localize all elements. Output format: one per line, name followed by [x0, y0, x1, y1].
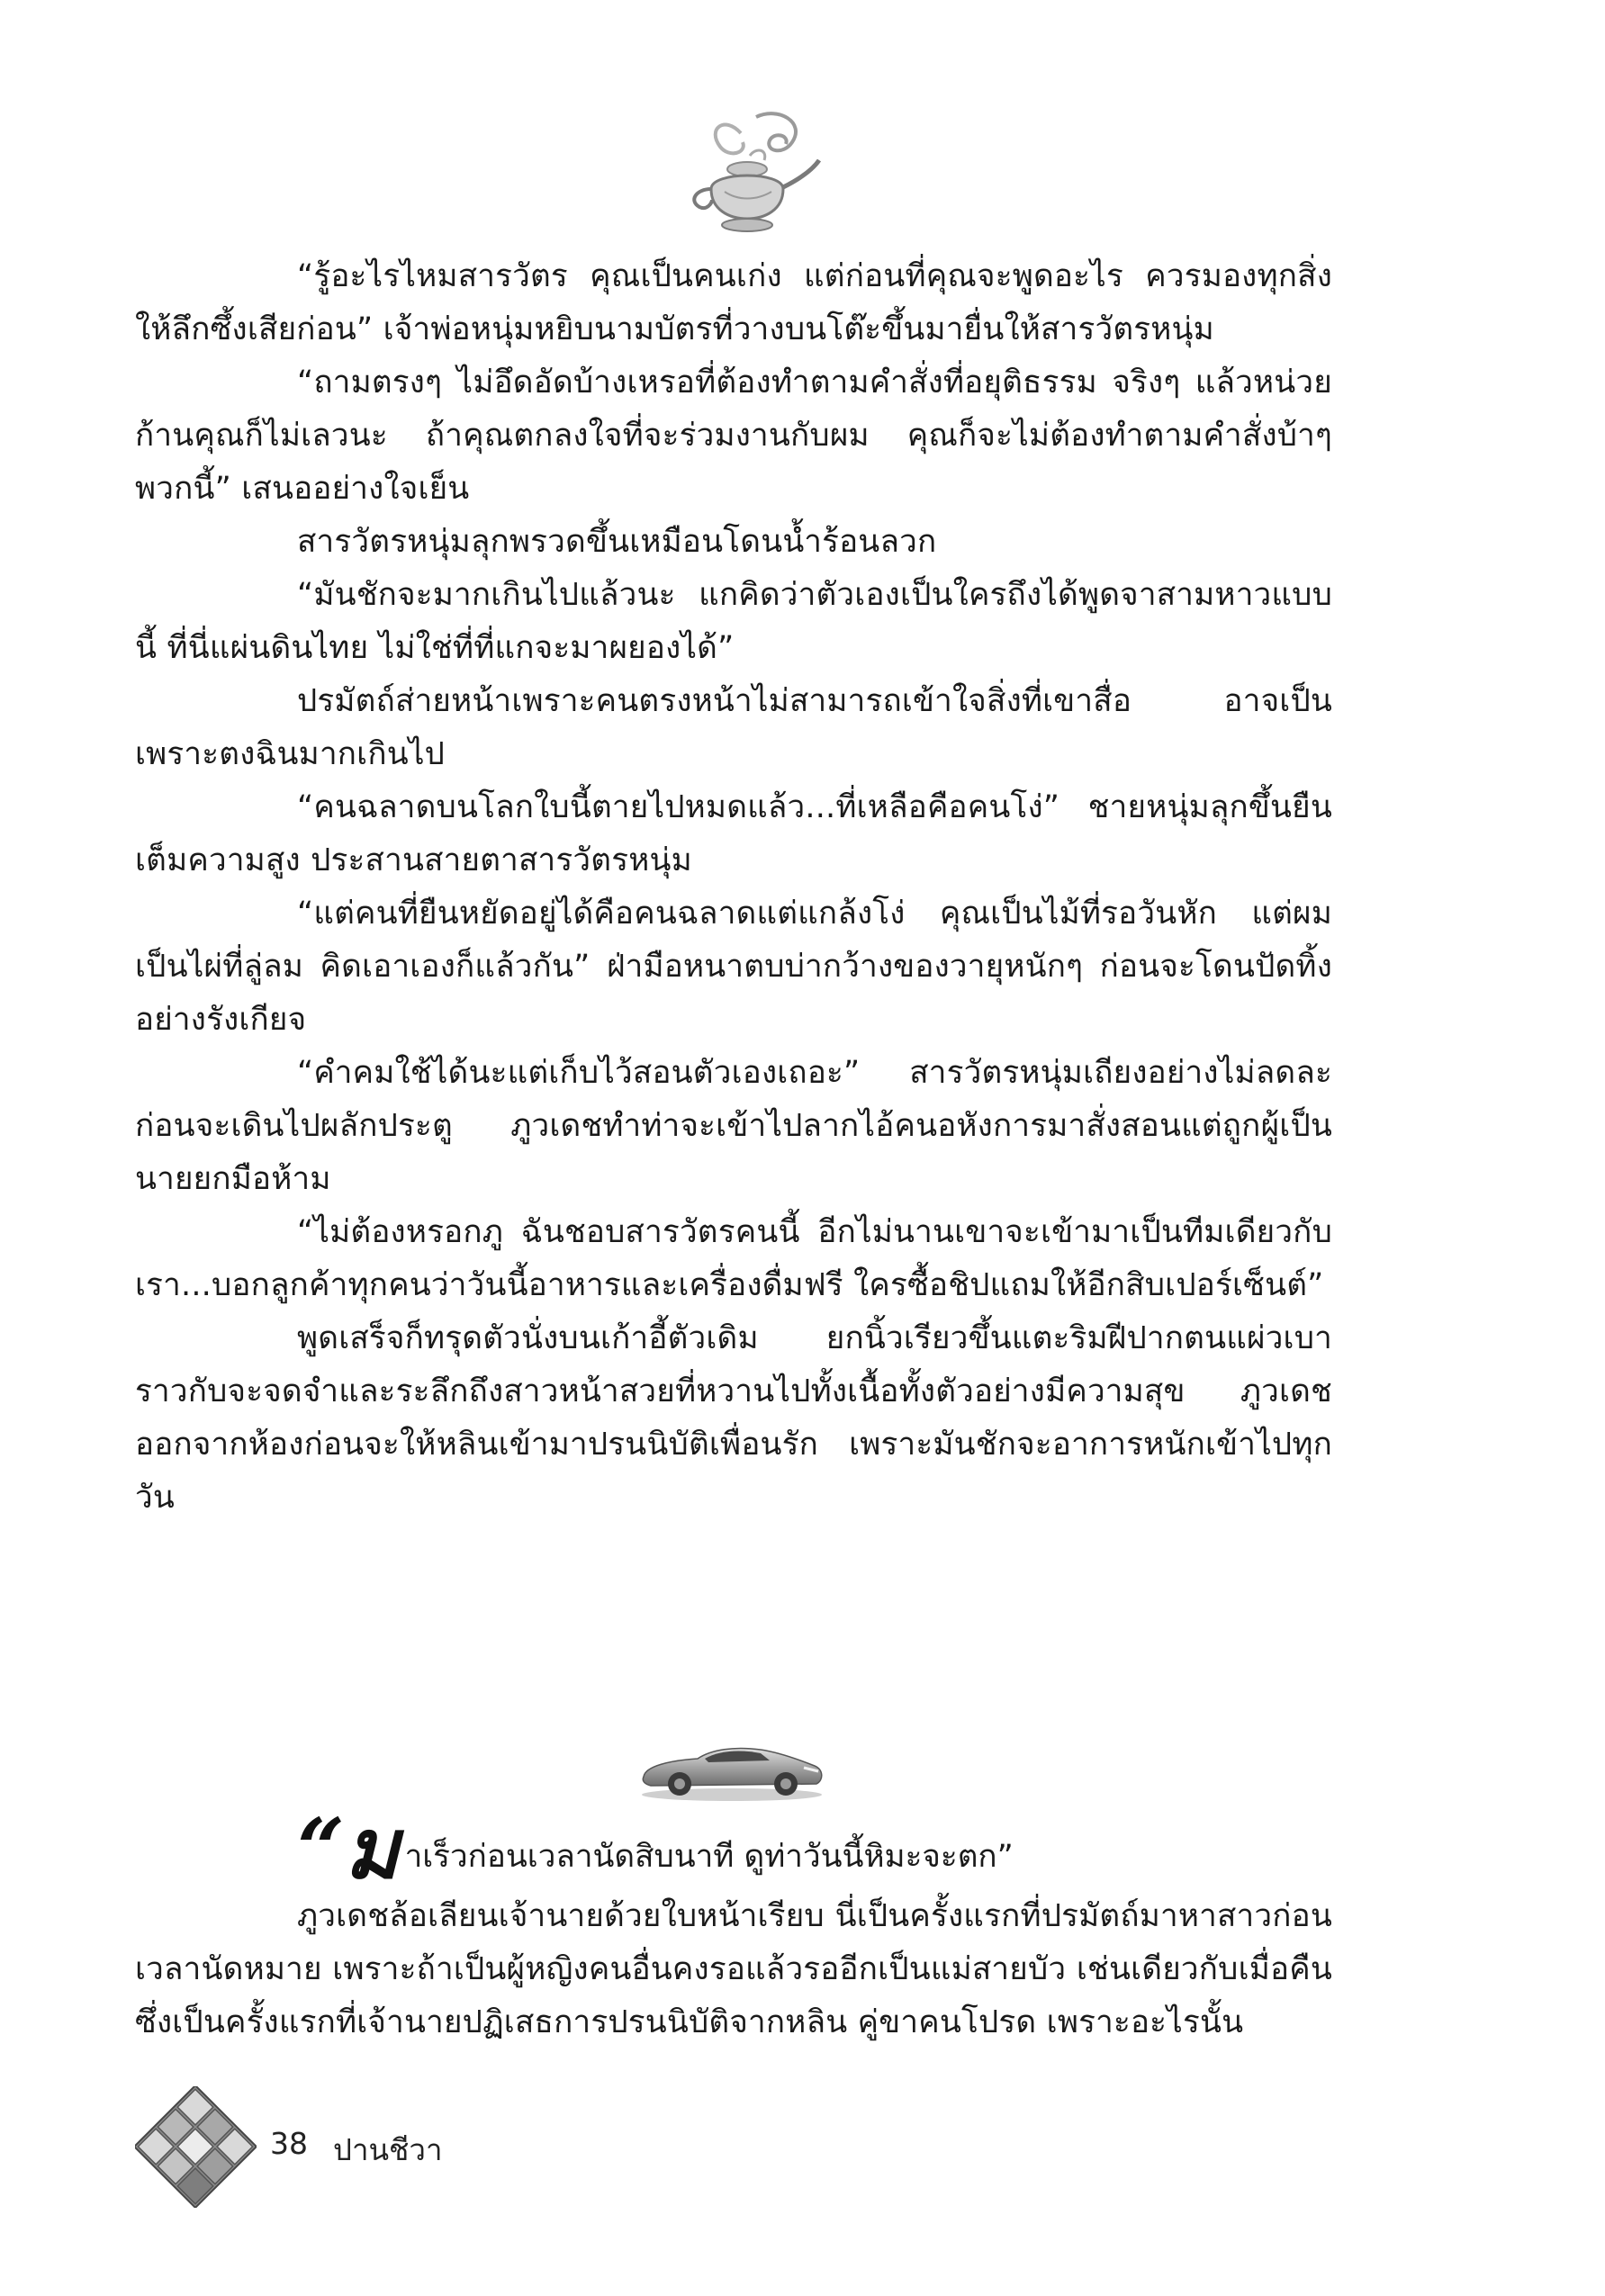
- paragraph: ภูวเดชล้อเลียนเจ้านายด้วยใบหน้าเรียบ นี่เป็นครั้งแรกที่ปรมัตถ์มาหาสาวก่อนเวลานัดหมาย เพราะถ้าเป็นผู้หญิงคนอื่นคงรอแล้วรออีกเป็นแม่สายบัว เช่นเดียวกับเมื่อคืนซึ่งเป็นครั้งแรกที่เจ้านายปฏิเสธการปรนนิบัติจากหลิน คู่ขาคนโปรด เพราะอะไรนั้น: [135, 1898, 1332, 2040]
- car-divider-icon: [635, 1730, 828, 1804]
- paragraph: ปรมัตถ์ส่ายหน้าเพราะคนตรงหน้าไม่สามารถเข้าใจสิ่งที่เขาสื่อ อาจเป็นเพราะตงฉินมากเกินไป: [135, 683, 1332, 772]
- main-text-block: [135, 250, 1332, 1525]
- paragraph: “แต่คนที่ยืนหยัดอยู่ได้คือคนฉลาดแต่แกล้งโง่ คุณเป็นไม้ที่รอวันหัก แต่ผมเป็นไผ่ที่ลู่ลม คิดเอาเองก็แล้วกัน” ฝ่ามือหนาตบบ่ากว้างของวายุหนักๆ ก่อนจะโดนปัดทิ้งอย่างรังเกียจ: [135, 896, 1332, 1038]
- paragraph: “ถามตรงๆ ไม่อึดอัดบ้างเหรอที่ต้องทำตามคำสั่งที่อยุติธรรม จริงๆ แล้วหน่วยก้านคุณก็ไม่เลวนะ ถ้าคุณตกลงใจที่จะร่วมงานกับผม คุณก็จะไม่ต้องทำตามคำสั่งบ้าๆ พวกนี้” เสนออย่างใจเย็น: [135, 365, 1332, 507]
- paragraph: พูดเสร็จก็ทรุดตัวนั่งบนเก้าอี้ตัวเดิม ยกนิ้วเรียวขึ้นแตะริมฝีปากตนแผ่วเบาราวกับจะจดจำและระลึกถึงสาวหน้าสวยที่หวานไปทั้งเนื้อทั้งตัวอย่างมีความสุข ภูวเดชออกจากห้องก่อนจะให้หลินเข้ามาปรนนิบัติเพื่อนรัก เพราะมันชักจะอาการหนักเข้าไปทุกวัน: [135, 1320, 1332, 1516]
- page-footer: [270, 2126, 443, 2174]
- paragraph: “มันชักจะมากเกินไปแล้วนะ แกคิดว่าตัวเองเป็นใครถึงได้พูดจาสามหาวแบบนี้ ที่นี่แผ่นดินไทย ไม่ใช่ที่ที่แกจะมาผยองได้”: [135, 577, 1332, 666]
- paragraph: “ไม่ต้องหรอกภู ฉันชอบสารวัตรคนนี้ อีกไม่นานเขาจะเข้ามาเป็นทีมเดียวกับเรา...บอกลูกค้าทุกคนว่าวันนี้อาหารและเครื่องดื่มฟรี ใครซื้อชิปแถมให้อีกสิบเปอร์เซ็นต์”: [135, 1214, 1332, 1303]
- opening-line-text: าเร็วก่อนเวลานัดสิบนาที ดูท่าวันนี้หิมะจะตก”: [404, 1839, 1014, 1875]
- paragraph: สารวัตรหนุ่มลุกพรวดขึ้นเหมือนโดนน้ำร้อนลวก: [297, 524, 937, 560]
- paragraph: “รู้อะไรไหมสารวัตร คุณเป็นคนเก่ง แต่ก่อนที่คุณจะพูดอะไร ควรมองทุกสิ่งให้ลึกซึ้งเสียก่อน” เจ้าพ่อหนุ่มหยิบนามบัตรที่วางบนโต๊ะขึ้นมายื่นให้สารวัตรหนุ่ม: [135, 258, 1332, 347]
- page-number: 38: [270, 2126, 308, 2161]
- teapot-ornament-icon: [671, 106, 824, 241]
- section-opening-line: [297, 1800, 1014, 1897]
- drop-cap: “ม: [297, 1800, 400, 1897]
- cube-ornament-icon: [135, 2086, 257, 2208]
- book-title: ปานชีวา: [333, 2132, 443, 2167]
- paragraph: “คนฉลาดบนโลกใบนี้ตายไปหมดแล้ว...ที่เหลือคือคนโง่” ชายหนุ่มลุกขึ้นยืนเต็มความสูง ประสานสายตาสารวัตรหนุ่ม: [135, 789, 1332, 878]
- section2-text-block: [135, 1890, 1332, 2049]
- paragraph: “คำคมใช้ได้นะแต่เก็บไว้สอนตัวเองเถอะ” สารวัตรหนุ่มเถียงอย่างไม่ลดละก่อนจะเดินไปผลักประตู ภูวเดชทำท่าจะเข้าไปลากไอ้คนอหังการมาสั่งสอนแต่ถูกผู้เป็นนายยกมือห้าม: [135, 1055, 1332, 1197]
